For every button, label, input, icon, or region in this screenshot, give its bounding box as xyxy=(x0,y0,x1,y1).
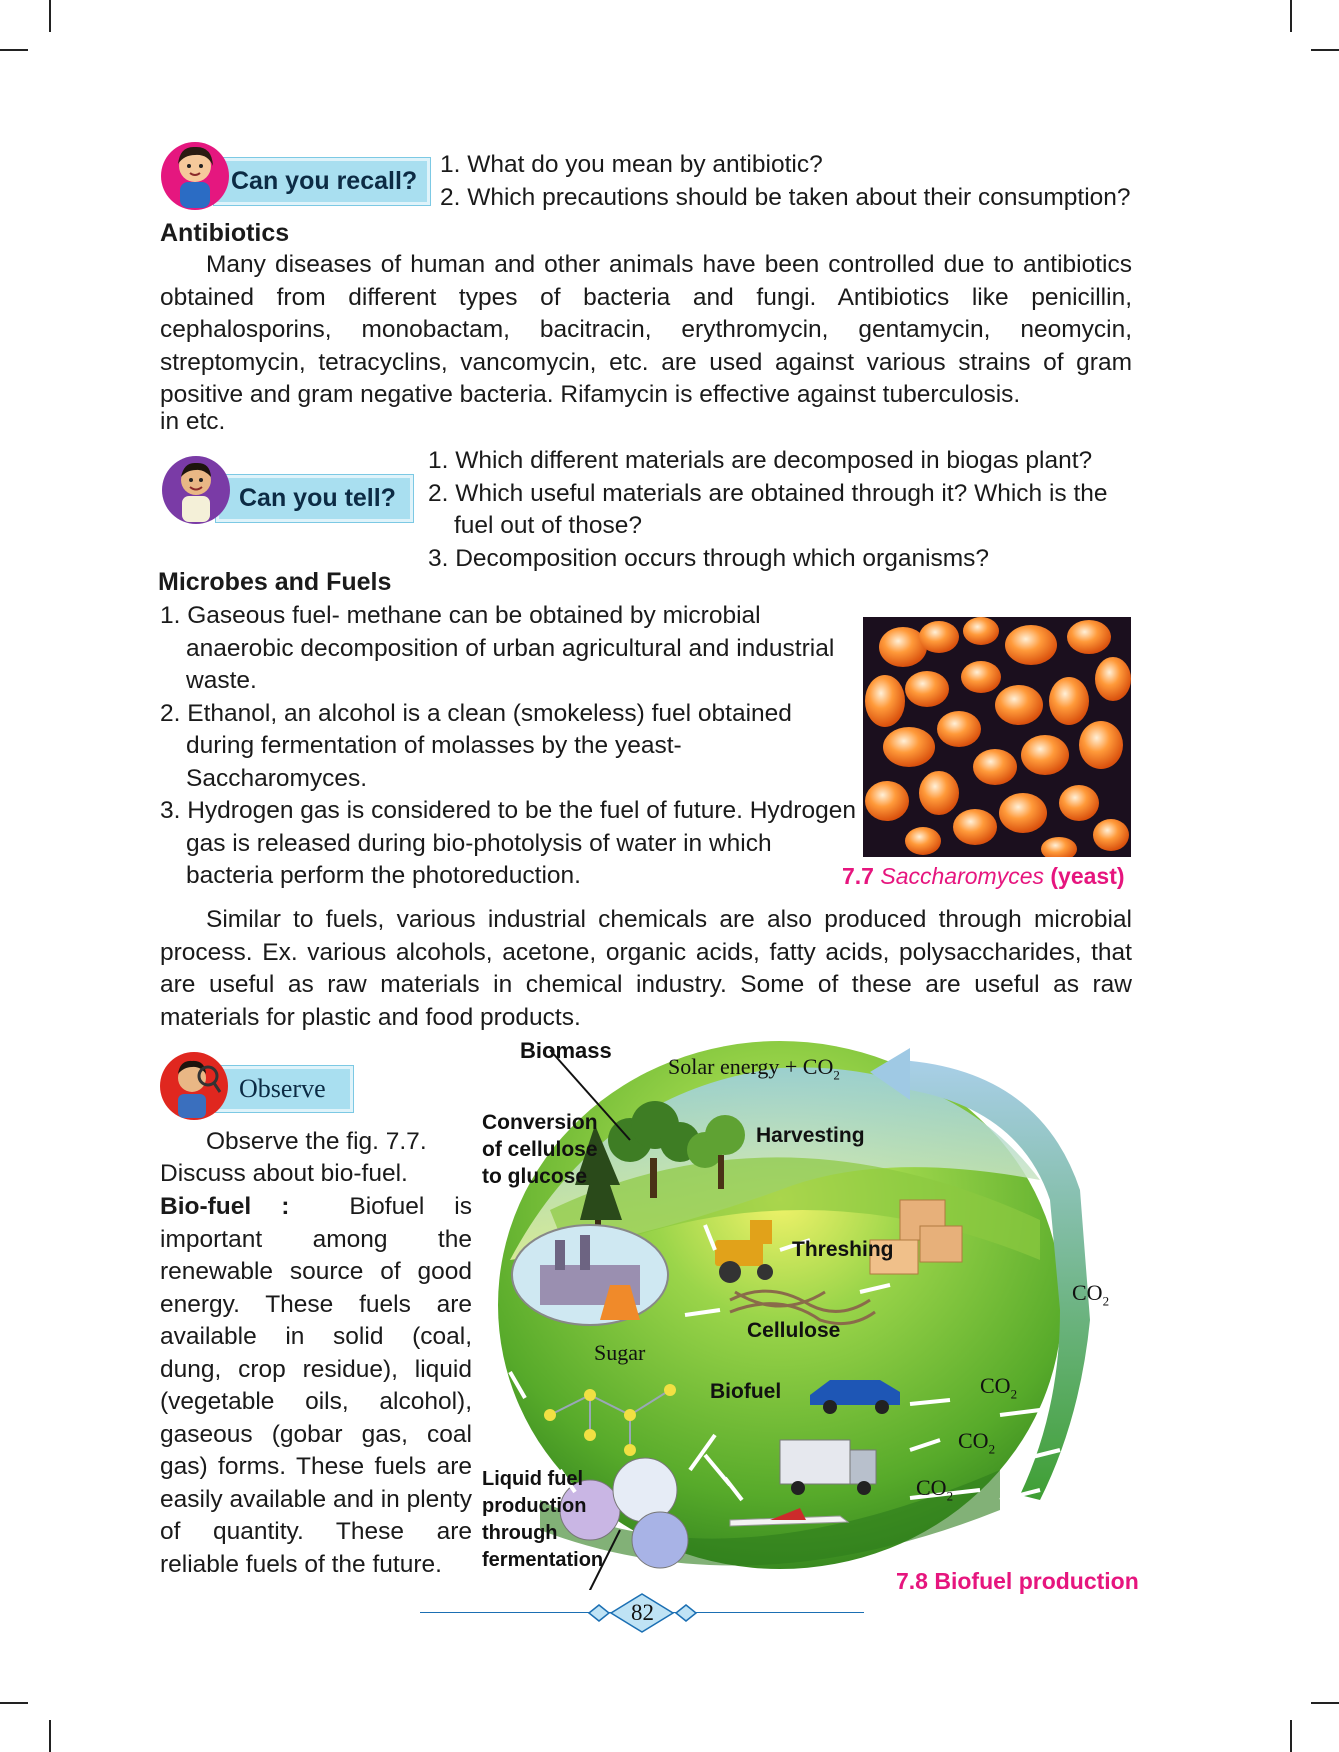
fuel-item: 3. Hydrogen gas is considered to be the fuel of future. Hydrogen gas is released during bio-photolysis of water in which bacteria perform the photoreduction. xyxy=(160,797,856,889)
yeast-caption-number: 7.7 xyxy=(842,863,874,889)
sugar-label: Sugar xyxy=(594,1340,646,1365)
tell-question: fuel out of those? xyxy=(454,512,642,539)
page-number: 82 xyxy=(631,1600,654,1625)
yeast-caption-name: Saccharomyces xyxy=(880,863,1044,889)
tell-question: 2. Which useful materials are obtained through it? Which is the xyxy=(428,479,1108,507)
co2-label-car: $CO_2$ xyxy=(980,1373,1018,1402)
fuels-heading: Microbes and Fuels xyxy=(158,568,392,596)
yeast-caption xyxy=(842,863,1125,890)
threshing-label: Threshing xyxy=(792,1238,894,1261)
fuels-paragraph: Similar to fuels, various industrial chemicals are also produced through microbial process. Ex. various alcohols, acetone, organic acids, fatty acids, polysaccharides, that are useful as raw materials in chemical industry. Some of these are useful as raw materials for plastic and food products. xyxy=(160,906,1132,1031)
antibiotics-paragraph: Many diseases of human and other animals have been controlled due to antibiotics obtained from different types of bacteria and fungi. Antibiotics like penicillin, cephalosporins, monobactam, bacitracin, erythromycin, gentamycin, neomycin, streptomycin, tetracyclins, vancomycin, etc. are used against various strains of gram positive and gram negative bacteria. Rifamycin is effective against tuberculosis. xyxy=(160,251,1132,408)
biofuel-caption: 7.8 Biofuel production xyxy=(896,1568,1139,1594)
solar-label: Solar energy + $CO_2$ xyxy=(668,1054,840,1083)
co2-label-truck: $CO_2$ xyxy=(958,1428,996,1457)
yeast-caption-suffix: (yeast) xyxy=(1050,863,1125,889)
co2-label-right: $CO_2$ xyxy=(1072,1280,1110,1309)
recall-label: Can you recall? xyxy=(214,158,430,205)
tell-questions xyxy=(428,445,1108,575)
conversion-label: Conversion of cellulose to glucose xyxy=(482,1111,598,1188)
tell-label: Can you tell? xyxy=(216,475,413,522)
observe-line1: Observe the fig. 7.7. xyxy=(206,1128,427,1155)
observe-label: Observe xyxy=(216,1066,353,1112)
biomass-label: Biomass xyxy=(520,1038,612,1063)
recall-questions xyxy=(440,149,1131,214)
liquid-fuel-label: Liquid fuel production through fermentation xyxy=(482,1468,604,1571)
antibiotics-heading: Antibiotics xyxy=(160,219,290,247)
observe-line2: Discuss about bio-fuel. xyxy=(160,1160,408,1187)
harvesting-label: Harvesting xyxy=(756,1124,865,1147)
cellulose-label: Cellulose xyxy=(747,1319,841,1342)
tell-question: 3. Decomposition occurs through which organisms? xyxy=(428,544,990,572)
fuels-list xyxy=(160,600,862,893)
boy-avatar-icon xyxy=(160,450,232,526)
yeast-image xyxy=(863,617,1131,857)
biofuel-label: Biofuel xyxy=(710,1380,782,1403)
girl-avatar-icon xyxy=(160,136,230,212)
biofuel-paragraph xyxy=(160,1191,472,1581)
recall-question: 1. What do you mean by antibiotic? xyxy=(440,151,823,178)
fuel-item: 1. Gaseous fuel- methane can be obtained by microbial anaerobic decomposition of urban agricultural and industrial waste. xyxy=(160,602,835,694)
observer-avatar-icon xyxy=(158,1046,230,1122)
antibiotics-extra: in etc. xyxy=(160,408,226,435)
biofuel-term: Bio-fuel : xyxy=(160,1193,290,1220)
fuel-item: 2. Ethanol, an alcohol is a clean (smokeless) fuel obtained during fermentation of molasses by the yeast- Saccharomyces. xyxy=(160,699,792,792)
co2-label-plane: $CO_2$ xyxy=(916,1475,954,1504)
biofuel-text: Biofuel is important among the renewable source of good energy. These fuels are available in solid (coal, dung, crop residue), liquid (vegetable oils, alcohol), gaseous (gobar gas, coal gas) forms. These fuels are easily available and in plenty of quantity. These are reliable fuels of the future. xyxy=(160,1193,472,1578)
factory-icon xyxy=(512,1225,668,1325)
recall-question: 2. Which precautions should be taken about their consumption? xyxy=(440,183,1131,211)
tell-question: 1. Which different materials are decomposed in biogas plant? xyxy=(428,447,1093,474)
